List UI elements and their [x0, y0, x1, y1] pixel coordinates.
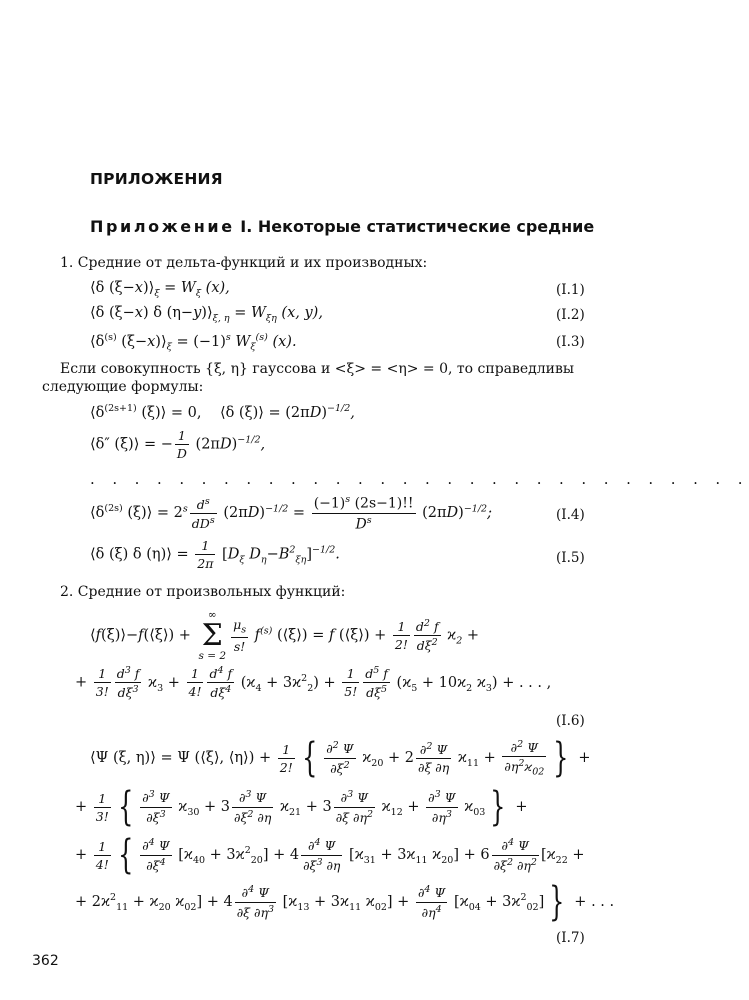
fraction: $\frac{1}{2!}$: [279, 741, 293, 775]
appendix-number: I.: [240, 217, 253, 236]
appendix-heading: [90, 217, 594, 236]
fraction: $\frac{\partial^2 \Psi}{\partial\eta^2ϰ_{02}}$: [504, 738, 545, 778]
fraction: $\frac{d^5 f}{d\xi^5}$: [365, 665, 388, 701]
fraction: $\frac{\partial^3 \Psi}{\partial\xi^2 \partial\eta}$: [234, 789, 272, 825]
ellipsis-dots: . . . . . . . . . . . . . . . . . . . . . . . . . . . . . .: [90, 470, 749, 488]
equation-i7-line-2: + $\frac{1}{3!}$ { $\frac{\partial^3 \Psi}{\partial\xi^3}$ $ϰ_{30} + 3$ $\frac{\partial^3 \Psi}{\partial\xi^2 \partial\eta}$ $ϰ_{21} + 3$ $\frac{\partial^3 \Psi}{\partial\xi \partial\eta^2}$ $ϰ_{12}$ + $\frac{\partial^3 \Psi}{\partial\eta^3}$ $ϰ_{03}$ } +: [75, 784, 528, 830]
equation-i6-line-1: ⟨f(ξ)⟩−f(⟨ξ⟩) + ∞ Σ s = 2 $\frac{\mu_s}{s!}$ $f^{(s)}$ (⟨ξ⟩) = f (⟨ξ⟩) + $\frac{1}{2!}$ $\frac{d^2 f}{d\xi^2}$ $ϰ_2$ +: [90, 609, 480, 662]
equation-i4: $⟨\delta^{(2s)}$ (ξ)⟩ = $2^s$ $\frac{d^s}{dD^s}$ $(2\pi D)^{-1/2}$ = $\frac{(-1)^s (2s-1)!!}{D^s}$ $(2\pi D)^{-1/2}$;: [90, 494, 492, 533]
equation-i7-line-1: ⟨Ψ (ξ, η)⟩ = Ψ (⟨ξ⟩, ⟨η⟩) + $\frac{1}{2!}$ { $\frac{\partial^2 \Psi}{\partial\xi^2}$ $ϰ_{20} + 2$ $\frac{\partial^2 \Psi}{\partial\xi \partial\eta}$ $ϰ_{11}$ + $\frac{\partial^2 \Psi}{\partial\eta^2ϰ_{02}}$ } +: [90, 735, 591, 781]
fraction: $\frac{\partial^4 \Psi}{\partial\xi^3 \partial\eta}$: [303, 837, 341, 873]
fraction: $\frac{d^4 f}{d\xi^4}$: [209, 665, 233, 701]
fraction: $\frac{d^3 f}{d\xi^3}$: [116, 665, 140, 701]
fraction: $\frac{\partial^3 \Psi}{\partial\xi^3}$: [142, 789, 170, 825]
fraction: $\frac{\partial^4 \Psi}{\partial\xi \partial\eta^3}$: [236, 884, 275, 920]
fraction: $\frac{1}{4!}$: [188, 666, 202, 700]
equation-label-i5: (I.5): [556, 550, 585, 566]
equation-i5: ⟨δ (ξ) δ (η)⟩ = $\frac{1}{2\pi}$ [$D_\xi$ $D_\eta-B^2_{\xi\eta}]^{-1/2}$.: [90, 538, 340, 571]
fraction: $\frac{\partial^3 \Psi}{\partial\xi \partial\eta^2}$: [335, 789, 374, 825]
equation-i3: $⟨\delta^{(s)}$ $(\xi-x)⟩_\xi = (-1)^s$ $W_\xi^{(s)}$ (x).: [90, 332, 297, 353]
chapter-title: ПРИЛОЖЕНИЯ: [90, 170, 223, 188]
equation-label-i3: (I.3): [556, 334, 585, 350]
section-2-heading: 2. Средние от произвольных функций:: [60, 584, 346, 600]
fraction: $\frac{\partial^4 \Psi}{\partial\xi^4}$: [142, 837, 170, 873]
gaussian-paragraph-line-1: Если совокупность {ξ, η} гауссова и <ξ> = <η> = 0, то справедливы: [60, 361, 575, 377]
section-1-heading: 1. Средние от дельта-функций и их производных:: [60, 255, 428, 271]
gaussian-formula-1: $⟨\delta^{(2s+1)}$ (ξ)⟩ = 0, ⟨δ (ξ)⟩ = $(2\pi D)^{-1/2}$,: [90, 403, 355, 421]
fraction: $\frac{\mu_s}{s!}$: [233, 617, 247, 654]
appendix-prefix: Приложение: [90, 217, 235, 236]
fraction: $\frac{1}{5!}$: [344, 666, 358, 700]
fraction: $\frac{(-1)^s (2s-1)!!}{D^s}$: [313, 494, 414, 533]
fraction: $\frac{1}{2\pi}$: [197, 538, 214, 571]
fraction: $\frac{1}{3!}$: [95, 666, 109, 700]
gaussian-paragraph-line-2: следующие формулы:: [42, 379, 204, 395]
equation-label-i7: (I.7): [556, 930, 585, 946]
equation-label-i1: (I.1): [556, 282, 585, 298]
fraction: $\frac{\partial^2 \Psi}{\partial\xi^2}$: [326, 740, 354, 776]
equation-i1: ⟨δ $(\xi-x)⟩_\xi = W_\xi$ (x),: [90, 280, 230, 299]
fraction: $\frac{\partial^4 \Psi}{\partial\xi^2 \partial\eta^2}$: [493, 837, 537, 873]
equation-label-i4: (I.4): [556, 507, 585, 523]
summation: ∞ Σ s = 2: [198, 609, 227, 662]
fraction: $\frac{d^2 f}{d\xi^2}$: [415, 617, 439, 654]
page-number: 362: [32, 953, 59, 969]
equation-label-i2: (I.2): [556, 307, 585, 323]
gaussian-formula-2: ⟨δ″ (ξ)⟩ = − $\frac{1}{D}$ $(2\pi D)^{-1/2}$,: [90, 428, 266, 461]
fraction: $\frac{d^s}{dD^s}$: [191, 495, 215, 531]
fraction: $\frac{1}{4!}$: [95, 838, 109, 872]
fraction: $\frac{\partial^2 \Psi}{\partial\xi \partial\eta}$: [417, 740, 450, 776]
fraction: $\frac{1}{D}$: [176, 428, 187, 461]
equation-i7-line-4: + $2ϰ^2_{11} + ϰ_{20}$ $ϰ_{02}] + 4$ $\frac{\partial^4 \Psi}{\partial\xi \partial\eta^3}$ [$ϰ_{13} + 3ϰ_{11}$ $ϰ_{02}$] + $\frac{\partial^4 \Psi}{\partial\eta^4}$ $[ϰ_{04} + 3ϰ^2_{02}]$ } + . . .: [75, 879, 615, 925]
appendix-title: Некоторые статистические средние: [257, 217, 595, 236]
equation-i2: ⟨δ (ξ−x) δ $(\eta-y)⟩_{\xi, \eta} = W_{\xi\eta}$ (x, y),: [90, 305, 323, 324]
equation-label-i6: (I.6): [556, 713, 585, 729]
fraction: $\frac{\partial^4 \Psi}{\partial\eta^4}$: [417, 884, 446, 920]
fraction: $\frac{\partial^3 \Psi}{\partial\eta^3}$: [428, 789, 456, 825]
fraction: $\frac{1}{3!}$: [95, 790, 109, 824]
fraction: $\frac{1}{2!}$: [394, 619, 408, 652]
equation-i6-line-2: + $\frac{1}{3!}$ $\frac{d^3 f}{d\xi^3}$ $ϰ_3$ + $\frac{1}{4!}$ $\frac{d^4 f}{d\xi^4}$ $(ϰ_4 + 3ϰ^2_2)$ + $\frac{1}{5!}$ $\frac{d^5 f}{d\xi^5}$ ($ϰ_5 + 10ϰ_2$ $ϰ_3$) + . . . ,: [75, 665, 552, 701]
equation-i7-line-3: + $\frac{1}{4!}$ { $\frac{\partial^4 \Psi}{\partial\xi^4}$ $[ϰ_{40} + 3ϰ^2_{20}] + 4$ $\frac{\partial^4 \Psi}{\partial\xi^3 \partial\eta}$ [$ϰ_{31} + 3ϰ_{11}$ $ϰ_{20}] + 6$ $\frac{\partial^4 \Psi}{\partial\xi^2 \partial\eta^2}$ [$ϰ_{22}$ +: [75, 832, 585, 878]
